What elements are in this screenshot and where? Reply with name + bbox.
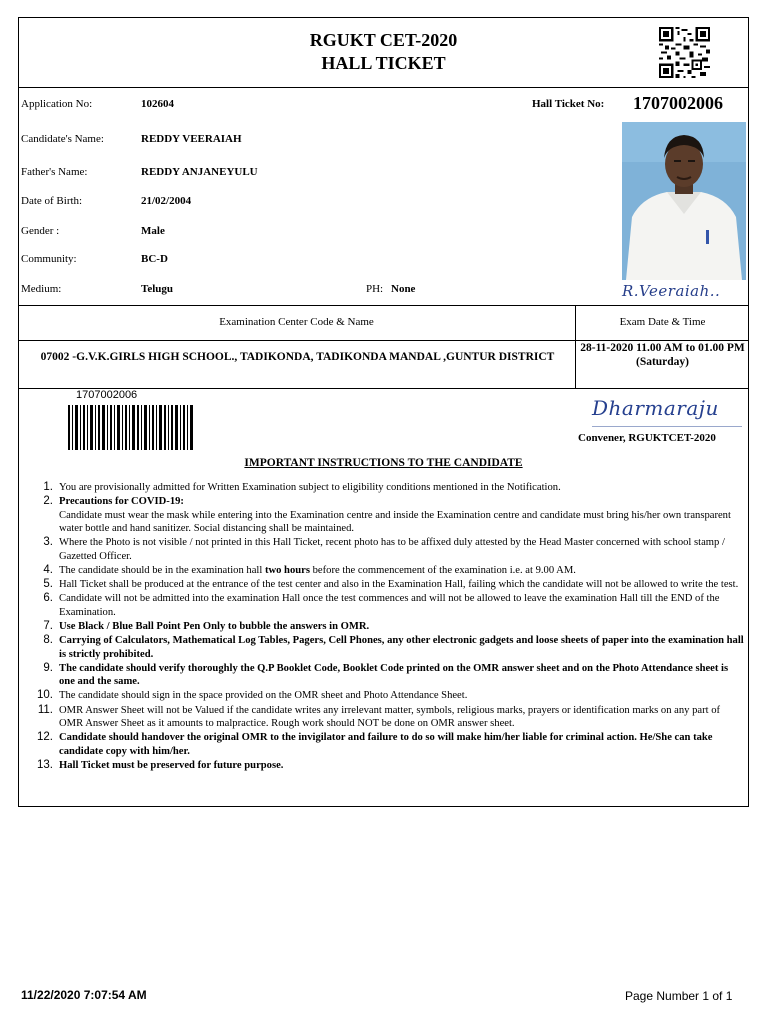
instruction-item: 1. You are provisionally admitted for Written Examination subject to eligibility conditions mentioned in the Notification.	[43, 481, 561, 493]
convener-signature: Dharmaraju	[592, 396, 742, 427]
instruction-item: 7. Use Black / Blue Ball Point Pen Only to bubble the answers in OMR.	[43, 619, 370, 632]
application-no-label: Application No:	[21, 98, 93, 110]
candidate-name-label: Candidate's Name:	[21, 133, 104, 145]
instruction-item: 3. Where the Photo is not visible / not printed in this Hall Ticket, recent photo has to be affixed duly attested by the Head Master concerned with school stamp / Gazetted Officer.	[43, 536, 725, 562]
exam-date: 28-11-2020	[580, 342, 634, 354]
dob-value: 21/02/2004	[141, 195, 192, 207]
instruction-item: 5. Hall Ticket shall be produced at the entrance of the test center and also in the Examination Hall, failing which the candidate will not be allowed to write the test.	[43, 578, 739, 591]
instructions-list	[36, 481, 746, 773]
exam-time: 11.00 AM to 01.00 PM	[636, 342, 745, 354]
father-name-value: REDDY ANJANEYULU	[141, 166, 258, 178]
ph-label: PH:	[366, 283, 384, 295]
community-value: BC-D	[141, 253, 168, 265]
candidate-name-value: REDDY VEERAIAH	[141, 133, 242, 145]
exam-title: RGUKT CET-2020	[309, 30, 458, 50]
instruction-item: 6. Candidate will not be admitted into the examination Hall once the test commences and will not be allowed to leave the examination Hall till the END of the Examination.	[43, 592, 720, 618]
instruction-item: 2. Precautions for COVID-19: Candidate must wear the mask while entering into the Examination centre and inside the Examination centre and candidate must bring his/her own transparent water bottle and hand sanitizer. Social distancing shall be maintained.	[43, 495, 731, 535]
hall-ticket-no-label: Hall Ticket No:	[532, 98, 605, 110]
exam-datetime	[576, 341, 749, 369]
exam-center-line2: DISTRICT	[498, 351, 555, 363]
qr-code-icon	[657, 27, 712, 78]
barcode-icon	[68, 405, 193, 450]
dob-label: Date of Birth:	[21, 195, 83, 207]
instruction-item: 12. Candidate should handover the original OMR to the invigilator and failure to do so will make him/her liable for criminal action. He/She can take candidate copy with him/her.	[37, 731, 713, 757]
exam-center-name	[26, 350, 569, 364]
community-label: Community:	[21, 253, 77, 265]
candidate-photo	[622, 122, 746, 280]
application-no-value: 102604	[141, 98, 174, 110]
gender-value: Male	[141, 225, 165, 237]
instruction-item: 11. OMR Answer Sheet will not be Valued if the candidate writes any irrelevant matter, symbols, religious marks, prayers or identification marks on any part of OMR Answer Sheet as it amounts to malpractice. Rough work should NOT be done on OMR answer sheet.	[37, 703, 721, 730]
exam-center-line1: 07002 -G.V.K.GIRLS HIGH SCHOOL., TADIKONDA, TADIKONDA MANDAL ,GUNTUR	[40, 351, 496, 363]
document-title: HALL TICKET	[321, 53, 446, 73]
instruction-item: 9. The candidate should verify thoroughly the Q.P Booklet Code, Booklet Code printed on the OMR answer sheet and on the Photo Attendance sheet is one and the same.	[43, 661, 729, 688]
father-name-label: Father's Name:	[21, 166, 88, 178]
gender-label: Gender :	[21, 225, 60, 237]
exam-day: (Saturday)	[635, 356, 690, 368]
date-header: Exam Date & Time	[619, 316, 706, 328]
instruction-item: 13. Hall Ticket must be preserved for future purpose.	[37, 758, 284, 771]
medium-value: Telugu	[141, 283, 174, 295]
instruction-item: 10. The candidate should sign in the space provided on the OMR sheet and Photo Attendance Sheet.	[37, 689, 468, 702]
page-number: Page Number 1 of 1	[625, 989, 733, 1003]
ph-value: None	[391, 283, 416, 295]
hall-ticket-no-value: 1707002006	[633, 93, 723, 113]
barcode-number: 1707002006	[76, 389, 138, 401]
print-timestamp: 11/22/2020 7:07:54 AM	[21, 988, 147, 1002]
candidate-signature: R.Veeraiah..	[622, 282, 721, 300]
instruction-item: 8. Carrying of Calculators, Mathematical Log Tables, Pagers, Cell Phones, any other electronic gadgets and loose sheets of paper into the examination hall is strictly prohibited.	[43, 634, 744, 660]
instructions-title: IMPORTANT INSTRUCTIONS TO THE CANDIDATE	[244, 457, 523, 469]
medium-label: Medium:	[21, 283, 62, 295]
instruction-item: 4. The candidate should be in the examination hall two hours before the commencement of the examination i.e. at 9.00 AM.	[43, 564, 576, 577]
convener-label: Convener, RGUKTCET-2020	[578, 432, 716, 444]
center-header: Examination Center Code & Name	[219, 316, 374, 328]
